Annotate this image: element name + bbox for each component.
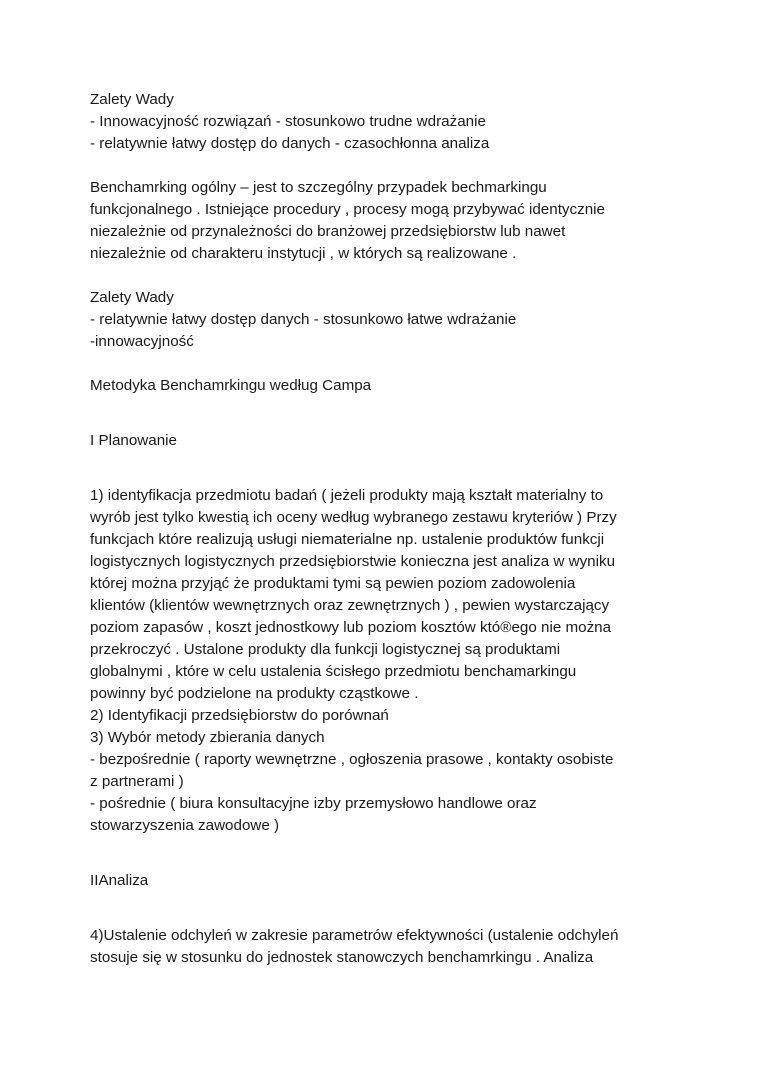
blank-line — [90, 837, 690, 870]
text-line: z partnerami ) — [90, 773, 184, 790]
text-line: Zalety Wady — [90, 289, 174, 306]
text-line: -innowacyjność — [90, 333, 194, 350]
text-line: niezależnie od charakteru instytucji , w których są realizowane . — [90, 245, 517, 262]
section-heading: Metodyka Benchamrkingu według Campa — [90, 377, 372, 394]
text-line: - relatywnie łatwy dostęp danych - stosunkowo łatwe wdrażanie — [90, 311, 517, 328]
text-line: niezależnie od przynależności do branżowej przedsiębiorstw lub nawet — [90, 223, 566, 240]
text-line: stosuje się w stosunku do jednostek stanowczych benchamrkingu . Analiza — [90, 949, 594, 966]
blank-line — [90, 397, 690, 430]
text-line: 1) identyfikacja przedmiotu badań ( jeżeli produkty mają kształt materialny to — [90, 487, 604, 504]
text-line: 2) Identyfikacji przedsiębiorstw do porównań — [90, 707, 389, 724]
text-line: stowarzyszenia zawodowe ) — [90, 817, 280, 834]
text-line: - bezpośrednie ( raporty wewnętrzne , ogłoszenia prasowe , kontakty osobiste — [90, 751, 614, 768]
text-line: przekroczyć . Ustalone produkty dla funkcji logistycznej są produktami — [90, 641, 561, 658]
text-line: której można przyjąć że produktami tymi są pewien poziom zadowolenia — [90, 575, 576, 592]
text-line: - pośrednie ( biura konsultacyjne izby przemysłowo handlowe oraz — [90, 795, 537, 812]
document-text — [90, 89, 690, 969]
text-line: funkcjach które realizują usługi niematerialne np. ustalenie produktów funkcji — [90, 531, 605, 548]
text-line: - relatywnie łatwy dostęp do danych - czasochłonna analiza — [90, 135, 490, 152]
text-line: Benchamrking ogólny – jest to szczególny przypadek bechmarkingu — [90, 179, 547, 196]
text-line: wyrób jest tylko kwestią ich oceny według wybranego zestawu kryteriów ) Przy — [90, 509, 617, 526]
text-line: 3) Wybór metody zbierania danych — [90, 729, 325, 746]
blank-line — [90, 155, 690, 177]
blank-line — [90, 265, 690, 287]
text-line: 4)Ustalenie odchyleń w zakresie parametrów efektywności (ustalenie odchyleń — [90, 927, 619, 944]
text-line: - Innowacyjność rozwiązań - stosunkowo trudne wdrażanie — [90, 113, 486, 130]
text-line: funkcjonalnego . Istniejące procedury , procesy mogą przybywać identycznie — [90, 201, 605, 218]
blank-line — [90, 353, 690, 375]
text-line: globalnymi , które w celu ustalenia ścisłego przedmiotu benchamarkingu — [90, 663, 577, 680]
blank-line — [90, 452, 690, 485]
text-line: logistycznych logistycznych przedsiębiorstwie konieczna jest analiza w wyniku — [90, 553, 616, 570]
text-line: powinny być podzielone na produkty cząstkowe . — [90, 685, 419, 702]
section-heading: IIAnaliza — [90, 872, 149, 889]
text-line: Zalety Wady — [90, 91, 174, 108]
text-line: klientów (klientów wewnętrznych oraz zewnętrznych ) , pewien wystarczający — [90, 597, 610, 614]
text-line: poziom zapasów , koszt jednostkowy lub poziom kosztów któ®ego nie można — [90, 619, 612, 636]
blank-line — [90, 892, 690, 925]
section-heading: I Planowanie — [90, 432, 177, 449]
